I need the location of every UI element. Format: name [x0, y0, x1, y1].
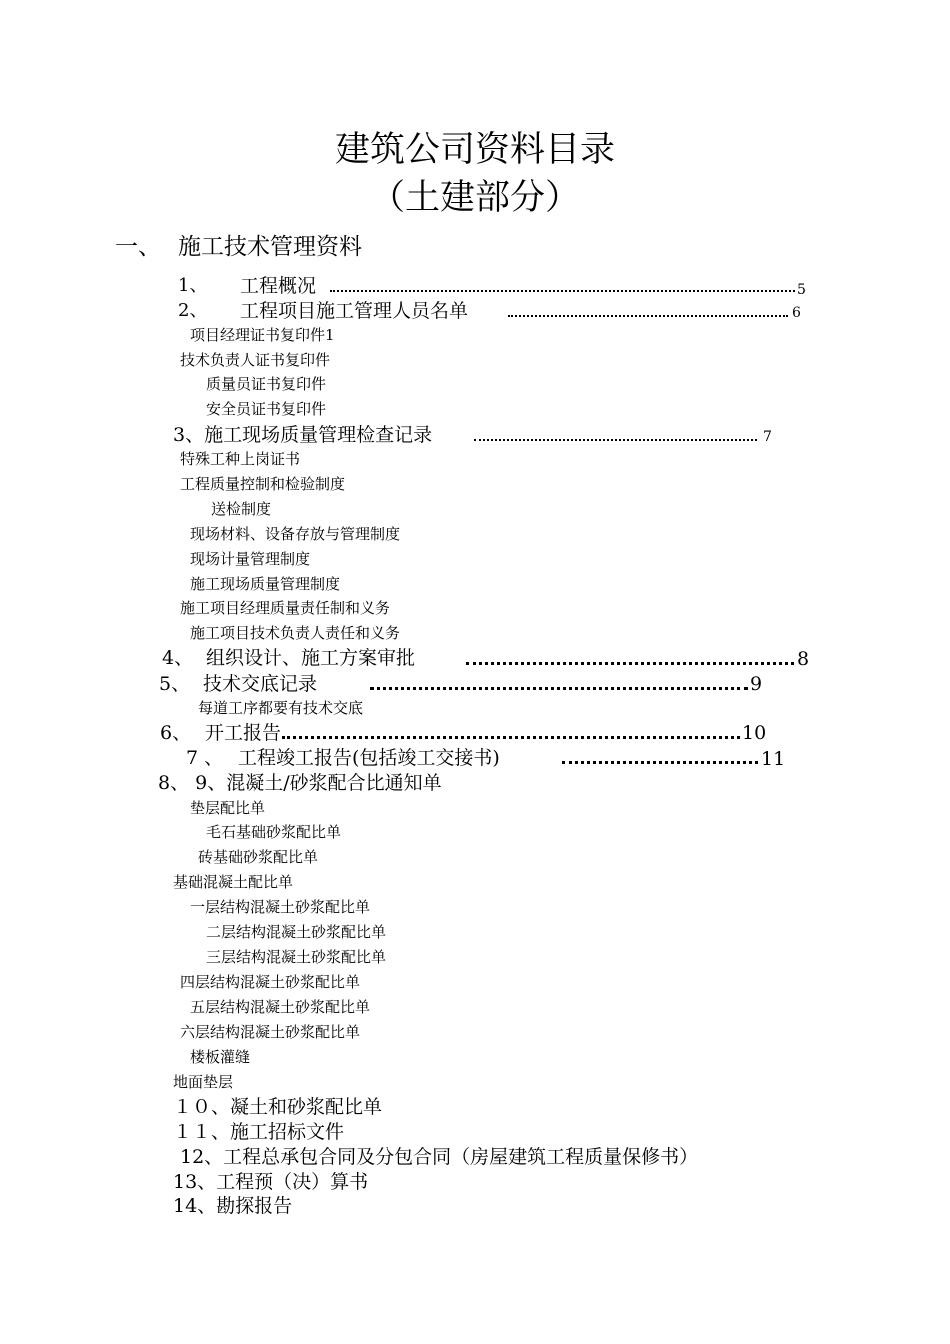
entry-2-text: 工程项目施工管理人员名单 [240, 300, 469, 322]
entry-3d: 现场材料、设备存放与管理制度 [190, 525, 401, 543]
entry-13: 13、工程预（决）算书 [173, 1171, 369, 1193]
entry-11: １１、施工招标文件 [173, 1121, 345, 1143]
entry-10: １０、凝土和砂浆配比单 [173, 1096, 383, 1118]
entry-6-page: 10 [742, 722, 767, 744]
entry-2-leader [508, 315, 788, 317]
entry-2c: 质量员证书复印件 [206, 375, 327, 393]
entry-7-number: 7 、 [186, 747, 224, 769]
entry-8g: 三层结构混凝土砂浆配比单 [206, 948, 387, 966]
entry-12: 12、工程总承包合同及分包合同（房屋建筑工程质量保修书） [180, 1146, 699, 1168]
document-subtitle: （土建部分） [369, 178, 580, 218]
document-title: 建筑公司资料目录 [334, 130, 615, 170]
entry-6-number: 6、 [160, 722, 192, 744]
section-number: 一、 [115, 234, 161, 260]
entry-5-leader [370, 687, 748, 690]
entry-3h: 施工项目技术负责人责任和义务 [190, 624, 401, 642]
entry-3-page: 7 [763, 429, 772, 445]
entry-2a: 项目经理证书复印件1 [190, 326, 335, 344]
entry-3-leader [474, 439, 757, 441]
entry-7-text: 工程竣工报告(包括竣工交接书) [238, 747, 500, 769]
entry-2d: 安全员证书复印件 [206, 400, 327, 418]
entry-4-leader [466, 662, 794, 665]
entry-8b: 毛石基础砂浆配比单 [206, 823, 342, 841]
entry-1-page: 5 [797, 282, 806, 298]
entry-3e: 现场计量管理制度 [190, 550, 311, 568]
entry-8f: 二层结构混凝土砂浆配比单 [206, 923, 387, 941]
entry-3-text: 3、施工现场质量管理检查记录 [173, 424, 433, 446]
entry-1-leader [330, 290, 795, 292]
entry-2b: 技术负责人证书复印件 [180, 351, 331, 369]
entry-8e: 一层结构混凝土砂浆配比单 [190, 898, 371, 916]
entry-5-number: 5、 [159, 673, 191, 695]
entry-8d: 基础混凝土配比单 [173, 873, 294, 891]
section-title: 施工技术管理资料 [178, 234, 362, 260]
entry-6-text: 开工报告 [205, 722, 282, 744]
entry-1-number: 1、 [178, 275, 208, 296]
entry-2-page: 6 [792, 305, 801, 321]
entry-8l: 地面垫层 [173, 1073, 234, 1091]
entry-8a: 垫层配比单 [190, 799, 266, 817]
entry-8h: 四层结构混凝土砂浆配比单 [180, 973, 361, 991]
entry-3f: 施工现场质量管理制度 [190, 575, 341, 593]
entry-4-page: 8 [797, 648, 810, 670]
entry-3g: 施工项目经理质量责任制和义务 [180, 599, 391, 617]
entry-8i: 五层结构混凝土砂浆配比单 [190, 998, 371, 1016]
entry-3b: 工程质量控制和检验制度 [180, 475, 346, 493]
entry-8-text: 8、 9、混凝土/砂浆配合比通知单 [158, 772, 442, 794]
entry-8j: 六层结构混凝土砂浆配比单 [180, 1023, 361, 1041]
entry-8c: 砖基础砂浆配比单 [198, 848, 319, 866]
entry-5-page: 9 [750, 673, 763, 695]
entry-1-text: 工程概况 [240, 275, 317, 297]
entry-4-text: 组织设计、施工方案审批 [206, 647, 416, 669]
entry-3c: 送检制度 [211, 500, 272, 518]
entry-2-number: 2、 [178, 300, 208, 321]
entry-5a: 每道工序都要有技术交底 [198, 699, 364, 717]
entry-7-leader [562, 761, 758, 764]
entry-14: 14、勘探报告 [173, 1195, 293, 1217]
entry-5-text: 技术交底记录 [203, 673, 318, 695]
entry-4-number: 4、 [162, 647, 194, 669]
entry-3a: 特殊工种上岗证书 [180, 450, 301, 468]
entry-6-leader [282, 736, 740, 739]
entry-8k: 楼板灌缝 [190, 1048, 251, 1066]
entry-7-page: 11 [761, 748, 786, 770]
